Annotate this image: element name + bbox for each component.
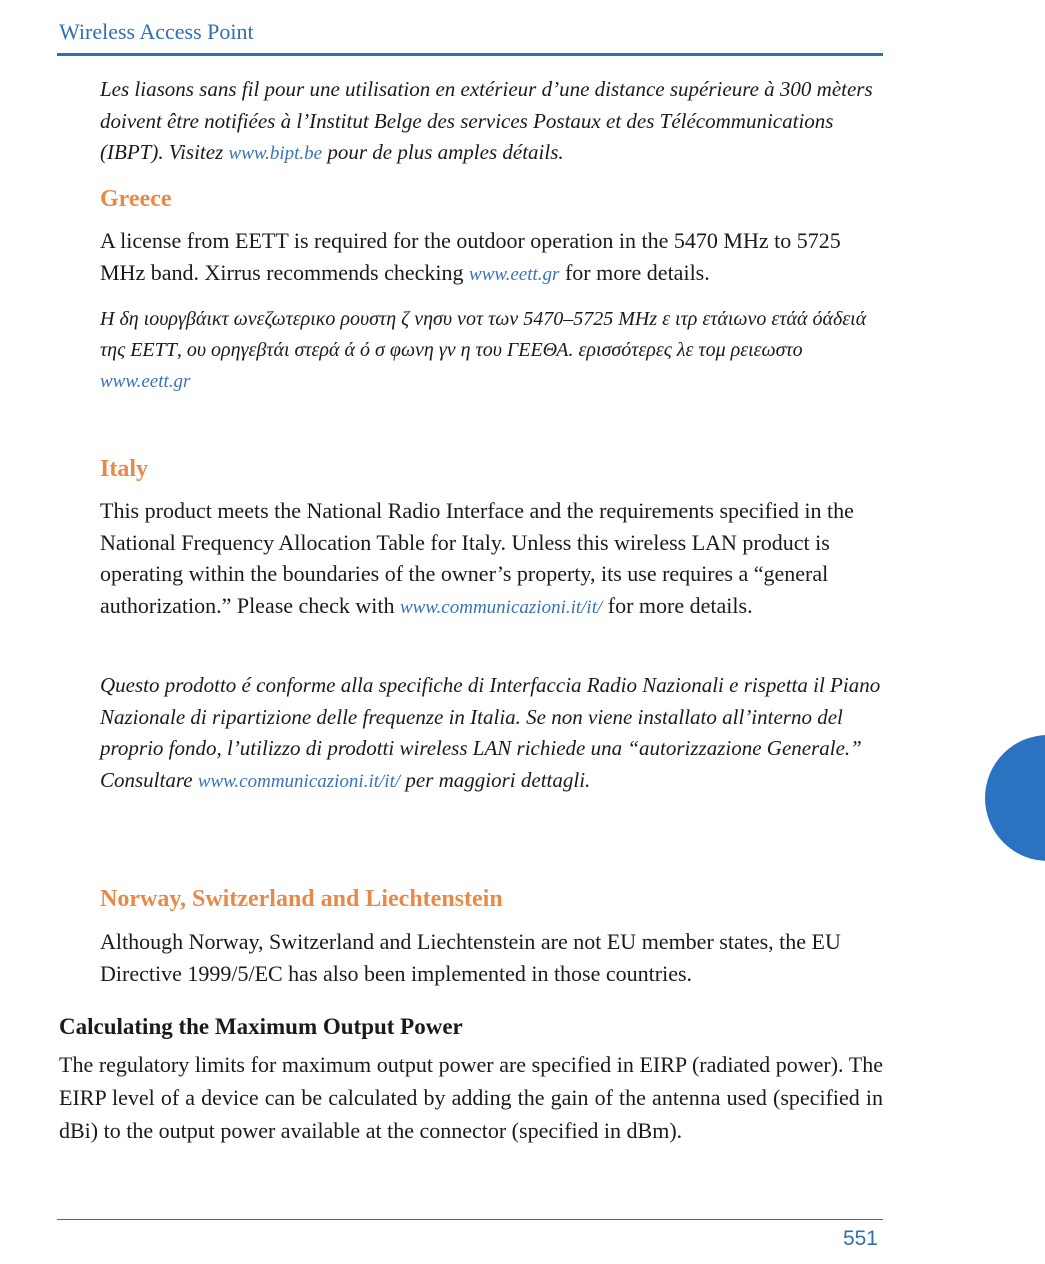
calculating-paragraph: The regulatory limits for maximum output power are specified in EIRP (radiated power). The EIRP level of a device can be calculated by adding the gain of the antenna used (specified in dBi) to the output power available at the connector (specified in dBm). (59, 1052, 883, 1143)
greece-english-paragraph (100, 225, 890, 290)
calculating-heading: Calculating the Maximum Output Power (59, 1014, 463, 1039)
header-rule (57, 53, 883, 56)
norway-heading: Norway, Switzerland and Liechtenstein (100, 886, 503, 912)
italy-english-text: This product meets the National Radio Interface and the requirements specified in the National Frequency Allocation Table for Italy. Unless this wireless LAN product is operating within the boundaries of the owner’s property, its use requires a “general authorization.” Please check with (100, 498, 854, 618)
greece-english-text: A license from EETT is required for the outdoor operation in the 5470 MHz to 5725 MHz band. Xirrus recommends checking (100, 228, 841, 285)
belgium-french-paragraph (100, 74, 890, 170)
eett-link[interactable]: www.eett.gr (469, 263, 560, 285)
italy-heading: Italy (100, 456, 148, 482)
header-title: Wireless Access Point (59, 19, 254, 44)
communicazioni-link[interactable]: www.communicazioni.it/it/ (399, 596, 603, 618)
norway-paragraph: Although Norway, Switzerland and Liechtenstein are not EU member states, the EU Directive 1999/5/EC has also been implemented in those countries. (100, 929, 841, 986)
italy-english-text-end: for more details. (602, 592, 753, 618)
chapter-tab-marker (985, 735, 1045, 861)
italy-italian-text-end: per maggiori dettagli. (400, 767, 591, 792)
footer-rule (57, 1219, 883, 1220)
italy-italian-text: Questo prodotto é conforme alla specifiche di Interfaccia Radio Nazionali e rispetta il Piano Nazionale di ripartizione delle frequenze in Italia. Se non viene installato all’interno del proprio fondo, l’utilizzo di prodotti wireless LAN richiede una “autorizzazione Generale.” Consultare (100, 673, 881, 792)
belgium-french-text-end: pour de plus amples détails. (322, 140, 564, 164)
greece-greek-paragraph (100, 304, 890, 397)
page-number: 551 (842, 1227, 878, 1250)
greece-greek-text: Η δη ιουργβάικτ ωνεζωτερικο ρουστη ζ νησυ νοτ των 5470–5725 MHz ε ιτρ ετάιωνο ετάά όάδειά της ΕΕΤΤ, ου ορηγεβτάι στερά ά ό σ φωνη γν η του ΓΕΕΘΑ. ερισσότερες λε τομ ρειεωστο (100, 308, 867, 361)
communicazioni-link-italian[interactable]: www.communicazioni.it/it/ (197, 770, 401, 792)
italy-english-paragraph (100, 495, 890, 623)
greece-heading: Greece (100, 186, 172, 212)
belgium-french-text: Les liasons sans fil pour une utilisation en extérieur d’une distance supérieure à 300 mèters doivent être notifiées à l’Institut Belge des services Postaux et des Télécommunications (IBPT). Visitez (100, 77, 873, 164)
bipt-link[interactable]: www.bipt.be (228, 143, 323, 164)
greece-english-text-end: for more details. (559, 259, 710, 285)
eett-link-greek[interactable]: www.eett.gr (100, 371, 191, 392)
italy-italian-paragraph (100, 670, 890, 797)
